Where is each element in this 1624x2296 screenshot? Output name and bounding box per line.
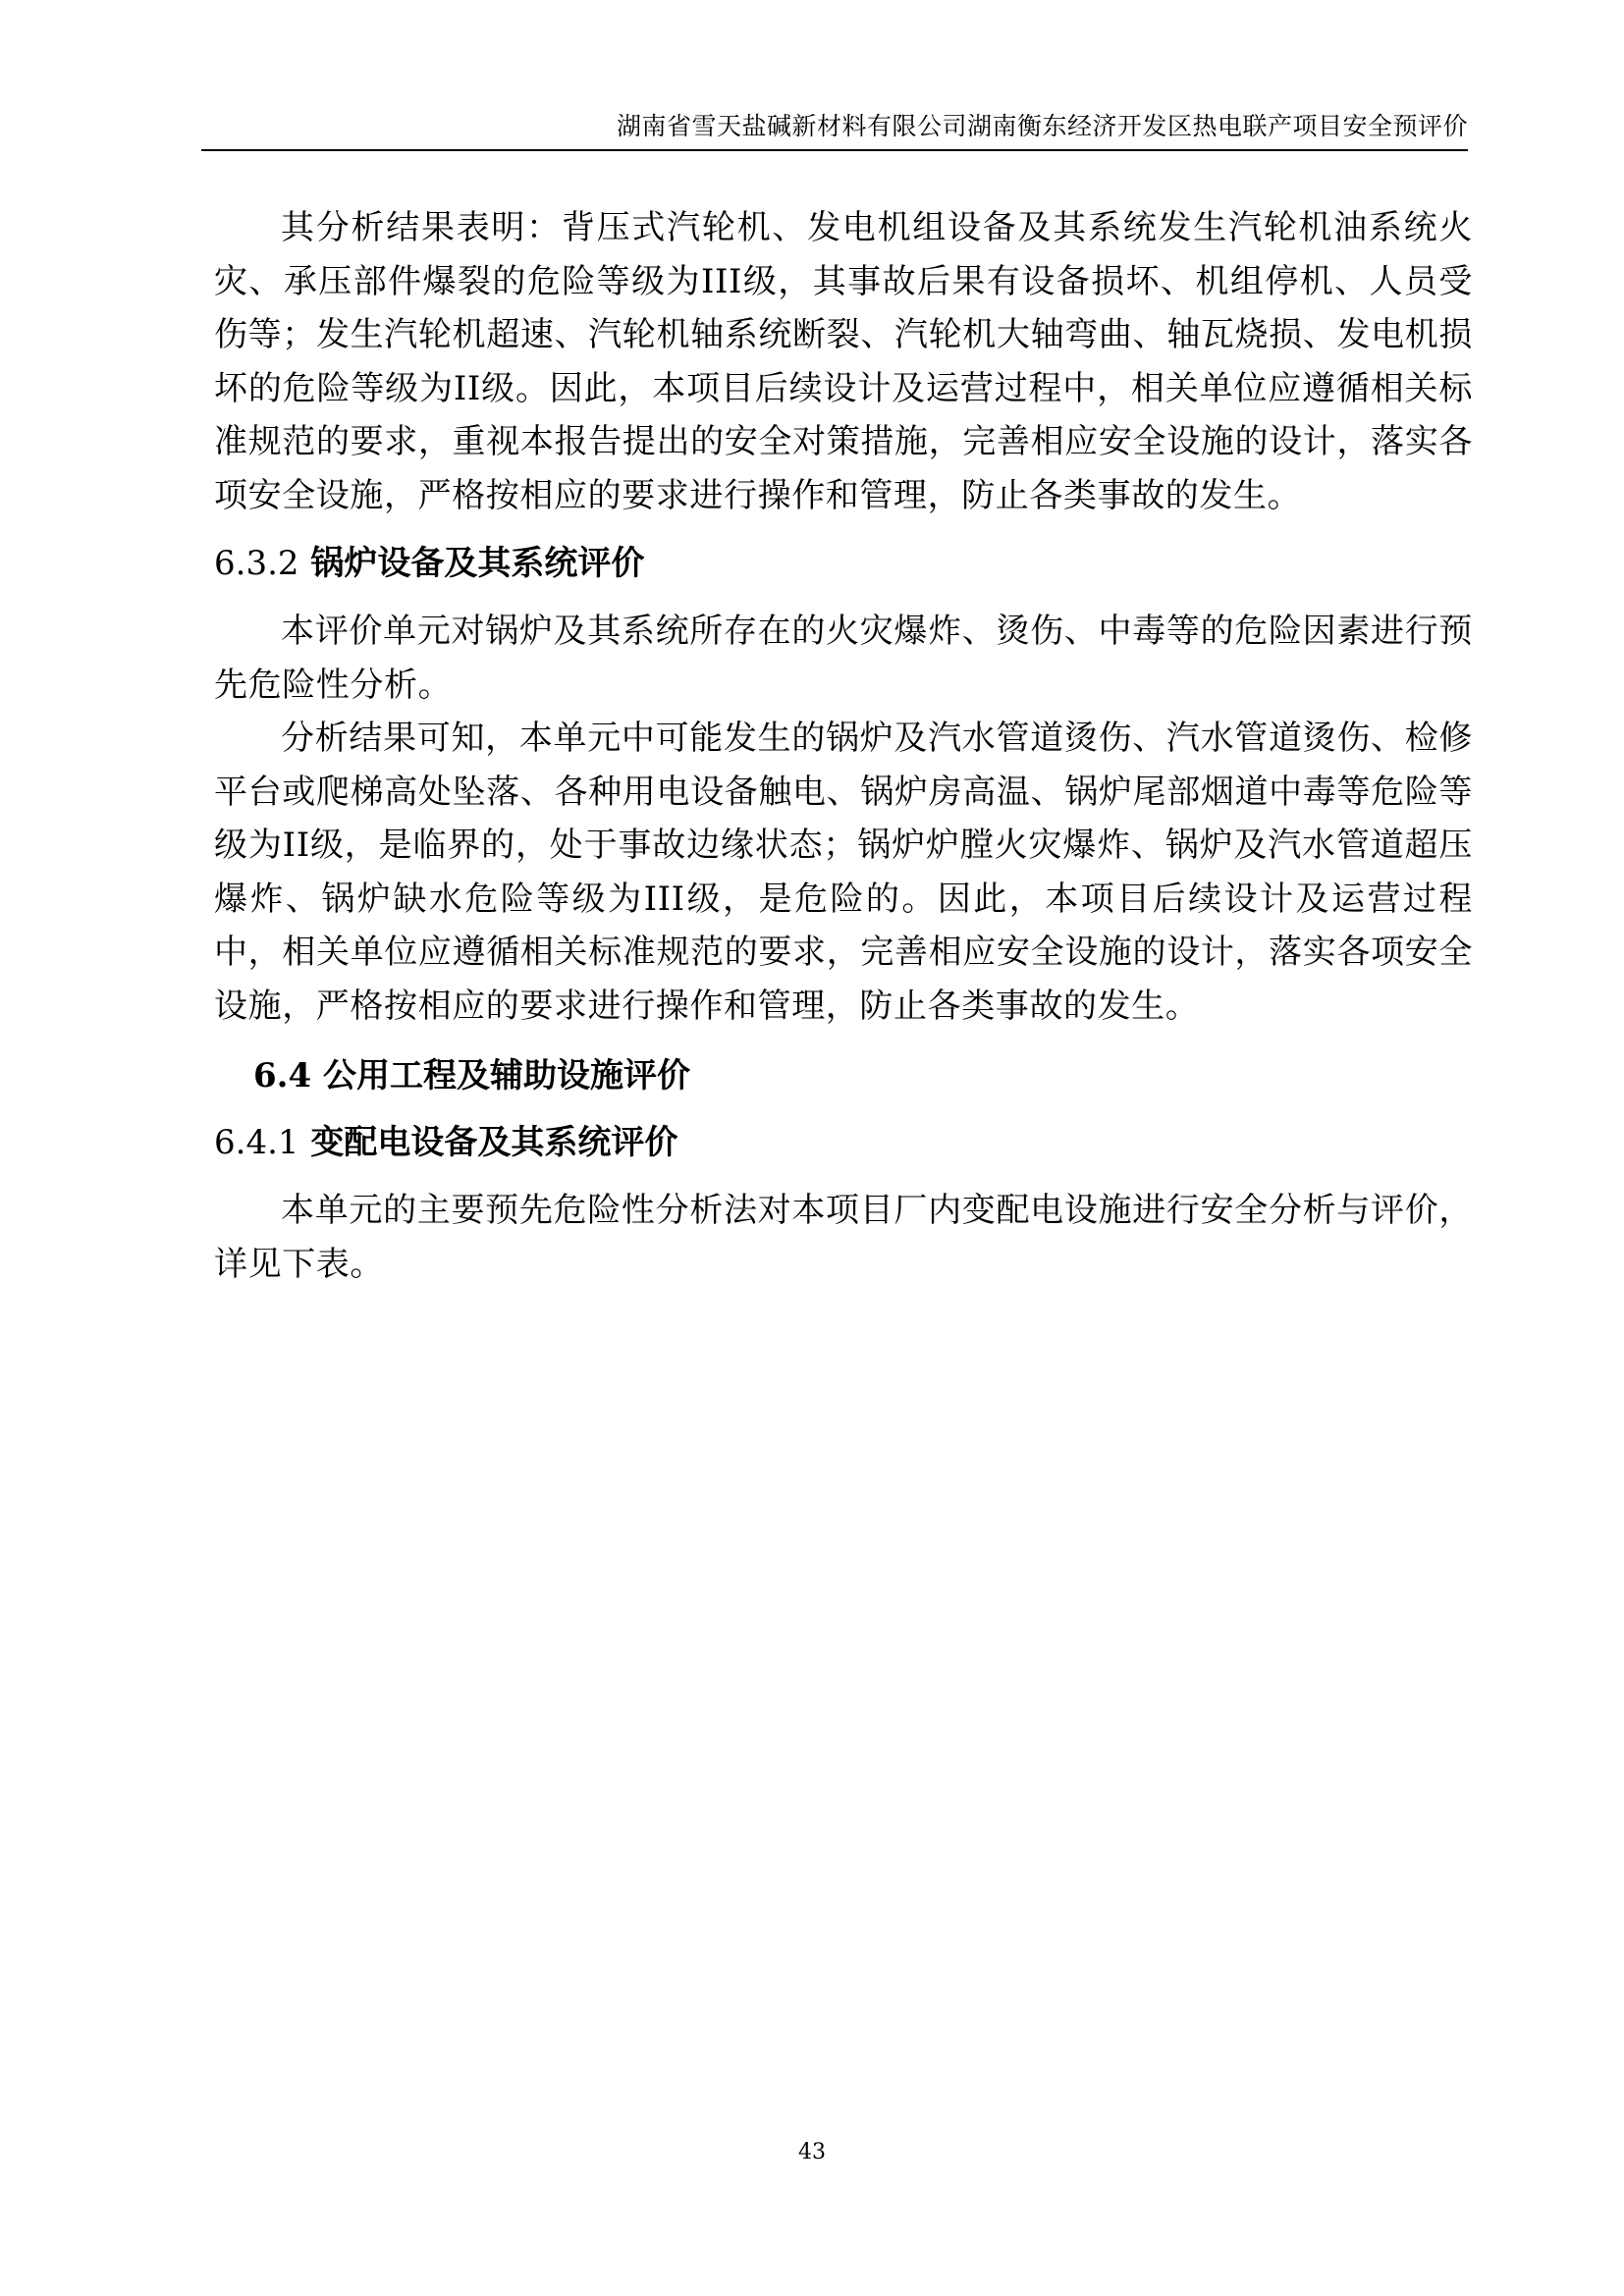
running-header: 湖南省雪天盐碱新材料有限公司湖南衡东经济开发区热电联产项目安全预评价 bbox=[616, 112, 1468, 140]
section-number: 6.4.1 bbox=[214, 1123, 299, 1162]
section-title: 锅炉设备及其系统评价 bbox=[310, 544, 645, 583]
header-rule bbox=[201, 149, 1468, 151]
section-heading-6-4-1 bbox=[214, 1117, 1473, 1168]
paragraph-substation-intro: 本单元的主要预先危险性分析法对本项目厂内变配电设施进行安全分析与评价，详见下表。 bbox=[214, 1191, 1473, 1284]
page-body bbox=[214, 201, 1473, 1291]
paragraph-analysis-result: 其分析结果表明：背压式汽轮机、发电机组设备及其系统发生汽轮机油系统火灾、承压部件爆裂的危险等级为III级，其事故后果有设备损坏、机组停机、人员受伤等；发生汽轮机超速、汽轮机轴系统断裂、汽轮机大轴弯曲、轴瓦烧损、发电机损坏的危险等级为II级。因此，本项目后续设计及运营过程中，相关单位应遵循相关标准规范的要求，重视本报告提出的安全对策措施，完善相应安全设施的设计，落实各项安全设施，严格按相应的要求进行操作和管理，防止各类事故的发生。 bbox=[214, 208, 1473, 515]
section-number: 6.3.2 bbox=[214, 544, 299, 583]
paragraph-boiler-intro: 本评价单元对锅炉及其系统所存在的火灾爆炸、烫伤、中毒等的危险因素进行预先危险性分析。 bbox=[214, 612, 1473, 705]
section-title: 变配电设备及其系统评价 bbox=[310, 1123, 678, 1162]
section-heading-6-3-2 bbox=[214, 538, 1473, 589]
section-heading-6-4: 6.4 公用工程及辅助设施评价 bbox=[253, 1056, 690, 1095]
paragraph-boiler-result: 分析结果可知，本单元中可能发生的锅炉及汽水管道烫伤、汽水管道烫伤、检修平台或爬梯高处坠落、各种用电设备触电、锅炉房高温、锅炉尾部烟道中毒等危险等级为II级，是临界的，处于事故边缘状态；锅炉炉膛火灾爆炸、锅炉及汽水管道超压爆炸、锅炉缺水危险等级为III级，是危险的。因此，本项目后续设计及运营过程中，相关单位应遵循相关标准规范的要求，完善相应安全设施的设计，落实各项安全设施，严格按相应的要求进行操作和管理，防止各类事故的发生。 bbox=[214, 719, 1473, 1026]
page-number: 43 bbox=[798, 2140, 826, 2164]
